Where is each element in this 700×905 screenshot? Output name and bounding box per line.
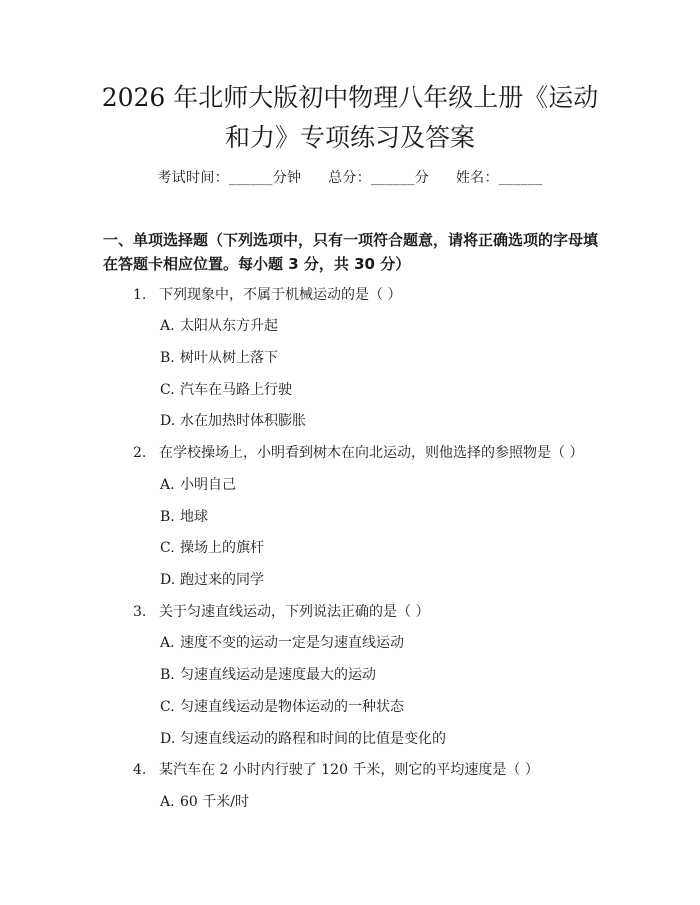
option-letter: D. (160, 731, 176, 747)
exam-time: 考试时间：______分钟 (157, 170, 302, 186)
question-4-option-a (160, 792, 249, 812)
option-text: 小明自己 (180, 477, 236, 493)
option-letter: C. (160, 540, 175, 556)
question-2-option-c (160, 538, 264, 558)
title-line-1: 2026 年北师大版初中物理八年级上册《运动 (101, 83, 599, 112)
option-text: 60 千米/时 (180, 794, 249, 810)
option-letter: B. (160, 350, 175, 366)
option-text: 操场上的旗杆 (180, 540, 264, 556)
exam-score: 总分：______分 (328, 170, 430, 186)
option-text: 速度不变的运动一定是匀速直线运动 (180, 635, 404, 651)
question-number: 1. (133, 287, 147, 303)
question-2-option-d (160, 570, 264, 590)
question-2-option-b (160, 507, 208, 527)
option-letter: A. (160, 318, 175, 334)
question-3-option-c (160, 697, 404, 717)
question-3-option-a (160, 633, 404, 653)
question-number: 4. (133, 762, 147, 778)
option-text: 跑过来的同学 (180, 572, 264, 588)
question-1-option-b (160, 348, 278, 368)
option-letter: A. (160, 635, 175, 651)
option-text: 汽车在马路上行驶 (180, 382, 292, 398)
option-letter: A. (160, 477, 175, 493)
exam-name: 姓名：______ (455, 170, 543, 186)
exam-info (0, 167, 700, 187)
question-number: 2. (133, 445, 147, 461)
question-text: 某汽车在 2 小时内行驶了 120 千米，则它的平均速度是（ ） (159, 762, 539, 778)
option-letter: D. (160, 413, 176, 429)
question-2-option-a (160, 475, 236, 495)
option-text: 水在加热时体积膨胀 (180, 413, 306, 429)
section-heading: 一、单项选择题（下列选项中，只有一项符合题意，请将正确选项的字母填在答题卡相应位置。每小题 3 分，共 30 分） (103, 231, 599, 273)
option-letter: D. (160, 572, 176, 588)
option-text: 匀速直线运动的路程和时间的比值是变化的 (180, 731, 446, 747)
option-text: 树叶从树上落下 (180, 350, 278, 366)
option-letter: C. (160, 699, 175, 715)
question-3-option-d (160, 729, 446, 749)
question-3 (133, 602, 429, 622)
option-text: 太阳从东方升起 (180, 318, 278, 334)
option-letter: B. (160, 509, 175, 525)
question-1-option-c (160, 380, 292, 400)
option-text: 地球 (180, 509, 208, 525)
option-text: 匀速直线运动是速度最大的运动 (180, 667, 376, 683)
option-letter: A. (160, 794, 175, 810)
title-line-2: 和力》专项练习及答案 (224, 123, 475, 152)
question-1-option-d (160, 411, 306, 431)
question-3-option-b (160, 665, 376, 685)
question-text: 在学校操场上，小明看到树木在向北运动，则他选择的参照物是（ ） (159, 445, 584, 461)
question-text: 下列现象中，不属于机械运动的是（ ） (159, 287, 402, 303)
document-title (60, 78, 640, 158)
question-number: 3. (133, 604, 147, 620)
question-2 (133, 443, 583, 463)
option-text: 匀速直线运动是物体运动的一种状态 (180, 699, 404, 715)
option-letter: B. (160, 667, 175, 683)
question-1 (133, 285, 401, 305)
question-text: 关于匀速直线运动，下列说法正确的是（ ） (159, 604, 430, 620)
option-letter: C. (160, 382, 175, 398)
question-1-option-a (160, 316, 278, 336)
question-4 (133, 760, 539, 780)
